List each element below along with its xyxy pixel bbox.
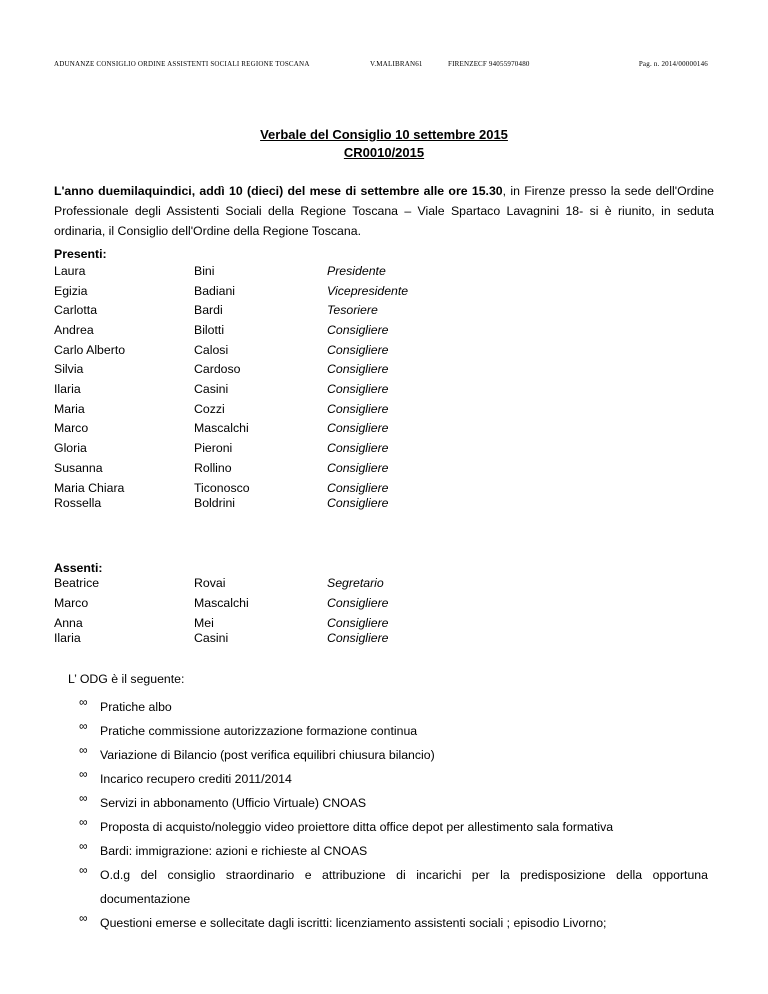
person-role: Consigliere [327, 402, 389, 416]
person-last-name: Bardi [194, 303, 223, 317]
person-role: Consigliere [327, 323, 389, 337]
person-first-name: Carlotta [54, 303, 98, 317]
person-row [54, 323, 554, 339]
intro-rest: , in Firenze presso la sede dell'Ordine Professionale degli Assistenti Sociali della Regione Toscana – Viale Spartaco Lavagnini 18- si è riunito, in seduta ordinaria, il Consiglio dell'Ordine della Regione Toscana. [54, 184, 714, 238]
person-row [54, 631, 554, 647]
person-role: Segretario [327, 576, 384, 590]
person-role: Consigliere [327, 421, 389, 435]
odg-item-text: O.d.g del consiglio straordinario e attribuzione di incarichi per la predisposizione della opportuna documentazione [100, 868, 708, 906]
header-cf: CF 94055970480 [478, 60, 530, 68]
person-last-name: Mascalchi [194, 421, 249, 435]
assenti-label: Assenti: [54, 561, 103, 575]
person-row [54, 382, 554, 398]
person-last-name: Cozzi [194, 402, 225, 416]
person-role: Consigliere [327, 616, 389, 630]
person-role: Consigliere [327, 631, 389, 645]
odg-item-text: Variazione di Bilancio (post verifica equilibri chiusura bilancio) [100, 748, 435, 762]
person-role: Consigliere [327, 382, 389, 396]
person-last-name: Bini [194, 264, 215, 278]
person-first-name: Egizia [54, 284, 88, 298]
person-first-name: Silvia [54, 362, 84, 376]
odg-item-text: Incarico recupero crediti 2011/2014 [100, 772, 292, 786]
header-address: V.MALIBRAN61 [370, 60, 423, 68]
person-first-name: Gloria [54, 441, 87, 455]
person-first-name: Susanna [54, 461, 103, 475]
person-first-name: Marco [54, 421, 89, 435]
person-row [54, 303, 554, 319]
odg-item-text: Pratiche commissione autorizzazione formazione continua [100, 724, 418, 738]
infinity-bullet-icon: ∞ [79, 695, 88, 709]
infinity-bullet-icon: ∞ [79, 911, 88, 925]
infinity-bullet-icon: ∞ [79, 743, 88, 757]
infinity-bullet-icon: ∞ [79, 839, 88, 853]
person-role: Consigliere [327, 461, 389, 475]
odg-item-text: Questioni emerse e sollecitate dagli iscritti: licenziamento assistenti sociali ; episodio Livorno; [100, 916, 607, 930]
person-last-name: Bilotti [194, 323, 225, 337]
presenti-label: Presenti: [54, 247, 107, 261]
person-first-name: Laura [54, 264, 86, 278]
person-row [54, 362, 554, 378]
person-first-name: Beatrice [54, 576, 100, 590]
person-last-name: Pieroni [194, 441, 233, 455]
person-row [54, 343, 554, 359]
intro-paragraph [54, 181, 714, 241]
person-row [54, 402, 554, 418]
person-role: Consigliere [327, 362, 389, 376]
odg-label: L’ ODG è il seguente: [68, 672, 185, 686]
person-last-name: Casini [194, 631, 229, 645]
infinity-bullet-icon: ∞ [79, 767, 88, 781]
header-city: FIRENZE [448, 60, 479, 68]
person-row [54, 496, 554, 512]
person-last-name: Rollino [194, 461, 232, 475]
person-last-name: Mei [194, 616, 214, 630]
person-first-name: Maria Chiara [54, 481, 125, 495]
odg-item-text: Proposta di acquisto/noleggio video proiettore ditta office depot per allestimento sala formativa [100, 820, 614, 834]
person-first-name: Ilaria [54, 382, 81, 396]
person-role: Vicepresidente [327, 284, 409, 298]
person-row [54, 441, 554, 457]
odg-item-text: Servizi in abbonamento (Ufficio Virtuale) CNOAS [100, 796, 367, 810]
person-first-name: Marco [54, 596, 89, 610]
intro-bold: L'anno duemilaquindici, addì 10 (dieci) del mese di settembre alle ore 15.30 [54, 184, 503, 198]
person-last-name: Ticonosco [194, 481, 250, 495]
person-first-name: Anna [54, 616, 83, 630]
person-row [54, 596, 554, 612]
infinity-bullet-icon: ∞ [79, 863, 88, 877]
person-first-name: Ilaria [54, 631, 81, 645]
header-page-number: Pag. n. 2014/00000146 [638, 60, 708, 68]
person-role: Consigliere [327, 596, 389, 610]
person-row [54, 264, 554, 280]
document-title [0, 126, 768, 162]
person-row [54, 461, 554, 477]
person-last-name: Mascalchi [194, 596, 249, 610]
person-row [54, 481, 554, 497]
infinity-bullet-icon: ∞ [79, 791, 88, 805]
person-role: Consigliere [327, 441, 389, 455]
odg-item-text: Bardi: immigrazione: azioni e richieste al CNOAS [100, 844, 368, 858]
title-line-2: CR0010/2015 [343, 145, 425, 160]
person-role: Consigliere [327, 481, 389, 495]
person-last-name: Casini [194, 382, 229, 396]
infinity-bullet-icon: ∞ [79, 815, 88, 829]
person-first-name: Rossella [54, 496, 102, 510]
person-row [54, 284, 554, 300]
page-header [0, 60, 768, 72]
person-first-name: Andrea [54, 323, 94, 337]
person-role: Tesoriere [327, 303, 378, 317]
person-last-name: Badiani [194, 284, 236, 298]
person-first-name: Carlo Alberto [54, 343, 126, 357]
person-last-name: Rovai [194, 576, 226, 590]
header-org: ADUNANZE CONSIGLIO ORDINE ASSISTENTI SOCIALI REGIONE TOSCANA [54, 60, 310, 68]
person-role: Consigliere [327, 496, 389, 510]
person-row [54, 576, 554, 592]
infinity-bullet-icon: ∞ [79, 719, 88, 733]
odg-item-text: Pratiche albo [100, 700, 172, 714]
person-role: Consigliere [327, 343, 389, 357]
person-last-name: Cardoso [194, 362, 241, 376]
person-last-name: Calosi [194, 343, 229, 357]
person-row [54, 421, 554, 437]
person-first-name: Maria [54, 402, 85, 416]
person-role: Presidente [327, 264, 386, 278]
person-last-name: Boldrini [194, 496, 236, 510]
person-row [54, 616, 554, 632]
title-line-1: Verbale del Consiglio 10 settembre 2015 [260, 127, 508, 142]
